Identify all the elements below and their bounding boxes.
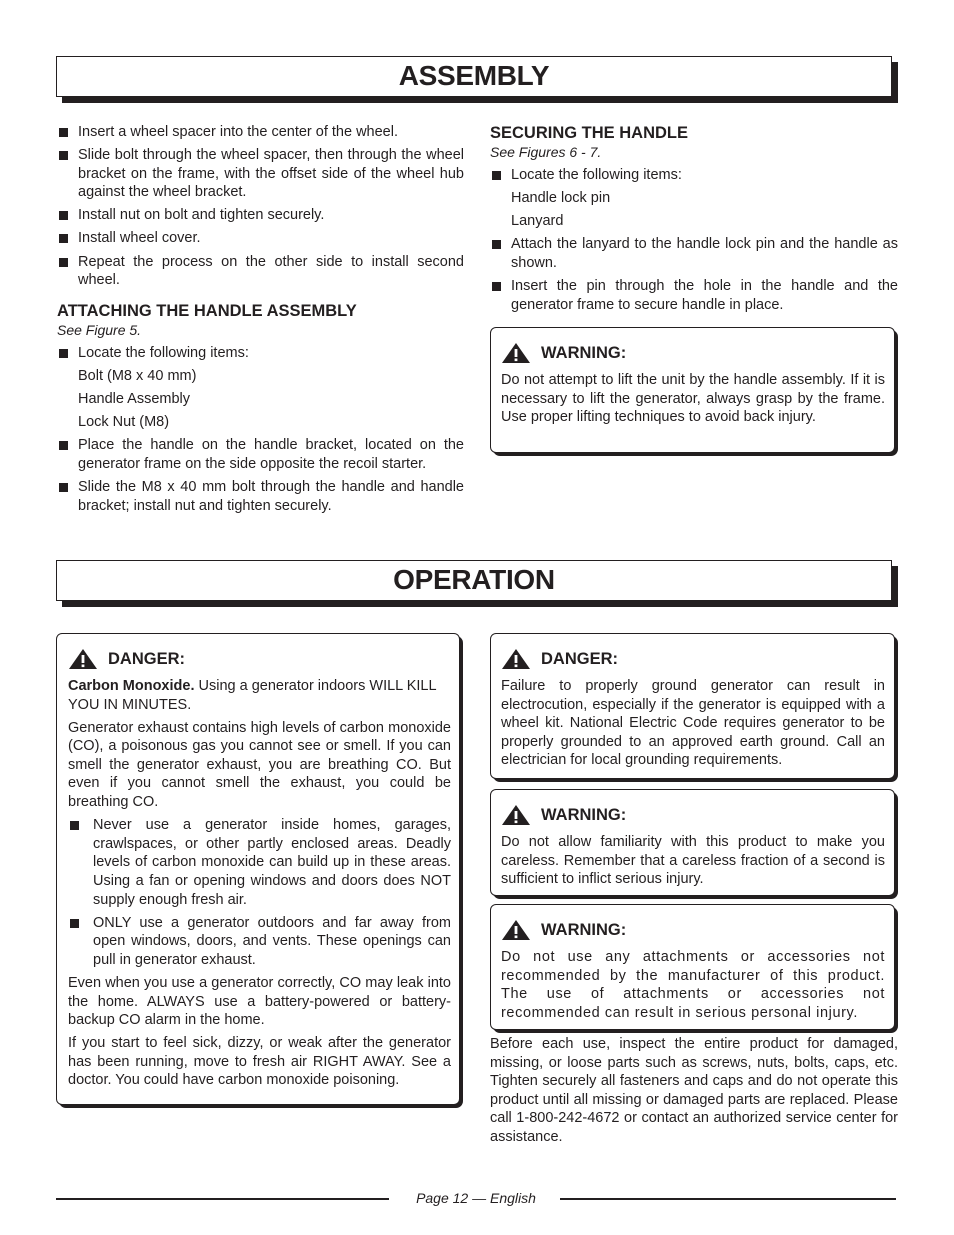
danger-paragraph: Even when you use a generator correctly, CO may leak into the home. ALWAYS use a battery-powered or battery-backup CO alarm in the home. (68, 974, 451, 1029)
danger-text: Failure to properly ground generator can result in electrocution, especially if the generator is equipped with a wheel kit. National Electric Code requires generator to be properly grounded to an approved earth ground. Call an electrician for local grounding requirements. (501, 678, 885, 769)
attachments-warning-panel (490, 904, 898, 1033)
operation-banner (56, 560, 898, 607)
warning-triangle-icon (501, 342, 531, 364)
list-item: Never use a generator inside homes, garages, crawlspaces, or other partly enclosed areas. Deadly levels of carbon monoxide can build up in these areas. Using a fan or opening windows and doors does NOT supply enough fresh air. (68, 816, 451, 909)
danger-paragraph: Generator exhaust contains high levels of carbon monoxide (CO), a poisonous gas you cannot see or smell. If you can smell the generator exhaust, you are breathing CO. But even if you cannot smell the exhaust, you could be breathing CO. (68, 719, 451, 811)
danger-paragraph: If you start to feel sick, dizzy, or weak after the generator has been running, move to fresh air RIGHT AWAY. See a doctor. You could have carbon monoxide poisoning. (68, 1035, 451, 1089)
list-item: Slide the M8 x 40 mm bolt through the handle and handle bracket; install nut and tighten securely. (57, 478, 464, 515)
danger-label: DANGER: (108, 649, 185, 668)
warning-triangle-icon (68, 648, 98, 670)
part-item: Lock Nut (M8) (78, 414, 170, 431)
operation-title: OPERATION (393, 564, 555, 596)
part-item: Bolt (M8 x 40 mm) (78, 367, 197, 384)
warning-triangle-icon (501, 919, 531, 941)
page-number: Page 12 — English (416, 1190, 536, 1206)
securing-heading: SECURING THE HANDLE (490, 124, 689, 142)
list-item: Locate the following items: (490, 166, 898, 185)
warning-text: Do not attempt to lift the unit by the handle assembly. If it is necessary to lift the generator, always grasp by the frame. Use proper lifting techniques to avoid back injury. (501, 372, 885, 426)
assembly-right-column (490, 112, 898, 319)
part-item: Handle Assembly (78, 391, 191, 408)
securing-see-figure: See Figures 6 - 7. (490, 144, 602, 160)
warning-label: WARNING: (541, 343, 627, 362)
warning-text: Do not use any attachments or accessories not recommended by the manufacturer of this product. The use of attachments or accessories not recommended can result in serious personal injury. (501, 949, 885, 1021)
list-item: ONLY use a generator outdoors and far away from open windows, doors, and vents. These openings can pull in generator exhaust. (68, 914, 451, 970)
part-item: Lanyard (511, 213, 564, 230)
list-item: Install nut on bolt and tighten securely. (57, 206, 464, 225)
attaching-see-figure: See Figure 5. (57, 321, 142, 338)
carbon-monoxide-danger-panel (56, 633, 463, 1108)
grounding-danger-panel (490, 633, 898, 782)
list-item: Insert the pin through the hole in the handle and the generator frame to secure handle in place. (490, 277, 898, 314)
warning-label: WARNING: (541, 920, 627, 939)
list-item: Install wheel cover. (57, 229, 464, 248)
assembly-title: ASSEMBLY (398, 60, 550, 92)
warning-label: WARNING: (541, 805, 627, 824)
danger-lead-bold: Carbon Monoxide. (68, 678, 195, 694)
danger-lead-rest: Using a generator indoors WILL KILL YOU IN MINUTES. (68, 678, 437, 713)
list-item: Place the handle on the handle bracket, located on the generator frame on the side opposite the recoil starter. (57, 436, 464, 473)
warning-text: Do not allow familiarity with this product to make you careless. Remember that a careless fraction of a second is sufficient to inflict serious injury. (501, 834, 885, 888)
danger-label: DANGER: (541, 649, 618, 668)
part-item: Handle lock pin (511, 190, 611, 207)
list-item: Slide bolt through the wheel spacer, then through the wheel bracket on the frame, with the offset side of the wheel hub against the wheel bracket. (57, 146, 464, 202)
list-item: Attach the lanyard to the handle lock pin and the handle as shown. (490, 235, 898, 272)
list-item: Locate the following items: (57, 344, 464, 363)
handle-lift-warning-panel (490, 327, 898, 456)
before-use-paragraph: Before each use, inspect the entire product for damaged, missing, or loose parts such as screws, nuts, bolts, caps, etc. Tighten securely all fasteners and caps and do not operate this product until all missing or damaged parts are replaced. Please call 1-800-242-4672 or contact an authorized service center for assistance. (490, 1036, 898, 1145)
list-item: Repeat the process on the other side to install second wheel. (57, 253, 464, 290)
attaching-heading: ATTACHING THE HANDLE ASSEMBLY (57, 301, 357, 320)
assembly-banner (56, 56, 898, 103)
warning-triangle-icon (501, 804, 531, 826)
list-item: Insert a wheel spacer into the center of the wheel. (57, 123, 464, 142)
danger-lead (68, 677, 451, 714)
familiarity-warning-panel (490, 789, 898, 899)
assembly-left-column (57, 123, 464, 520)
warning-triangle-icon (501, 648, 531, 670)
page-footer (56, 1189, 896, 1209)
